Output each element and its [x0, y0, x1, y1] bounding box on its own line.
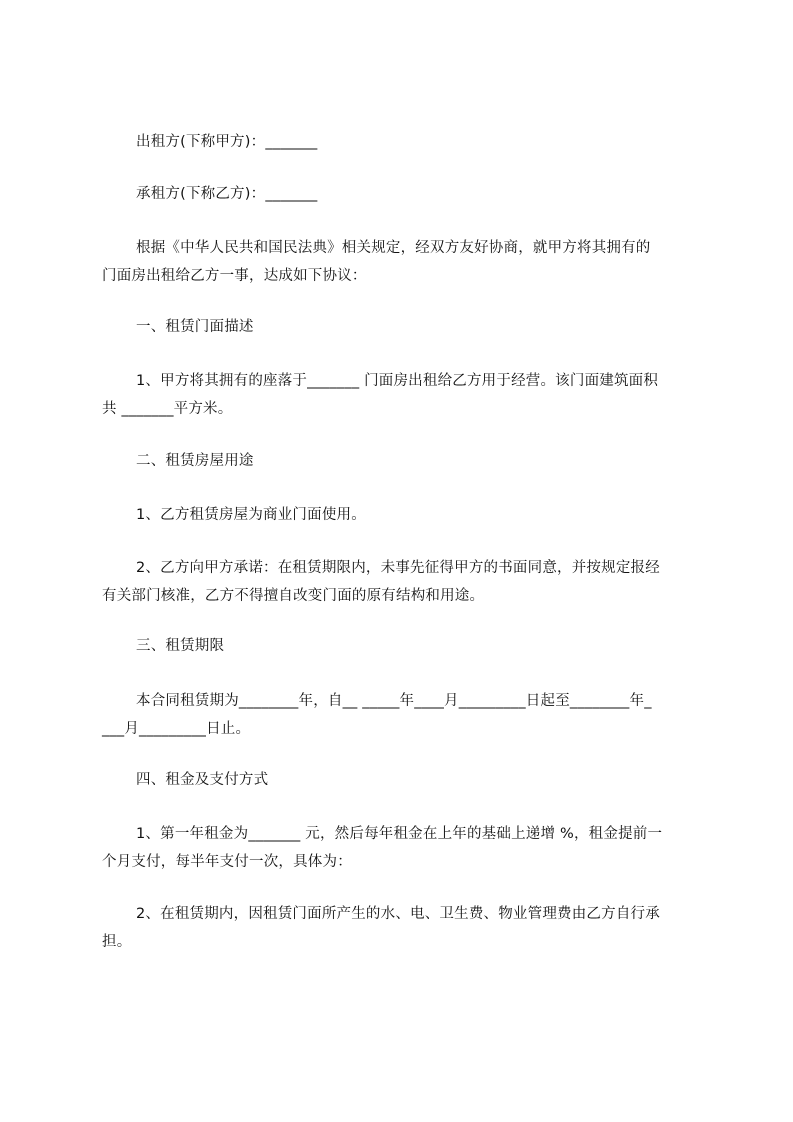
section2-item1	[136, 501, 706, 529]
section4-item2	[102, 900, 706, 956]
lessee-text: 承租方(下称乙方)：_______	[136, 186, 318, 202]
section1-heading-text: 一、租赁门面描述	[136, 319, 254, 335]
intro-line-2: 门面房出租给乙方一事，达成如下协议：	[102, 268, 367, 284]
section3-item1-line-2: ___月_________日止。	[102, 721, 251, 737]
section1-heading	[136, 313, 706, 341]
section4-item1-line-2: 个月支付，每半年支付一次，具体为：	[102, 854, 352, 870]
section3-item1-line-1: 本合同租赁期为________年，自__ _____年____月_________日起至________年_	[136, 693, 652, 709]
lessor-text: 出租方(下称甲方)：_______	[136, 134, 318, 150]
section4-item1	[102, 820, 706, 876]
section2-item2-line-2: 有关部门核准，乙方不得擅自改变门面的原有结构和用途。	[102, 588, 485, 604]
section1-item1-line-1: 1、甲方将其拥有的座落于_______ 门面房出租给乙方用于经营。该门面建筑面积	[136, 373, 659, 389]
section3-heading-text: 三、租赁期限	[136, 638, 225, 654]
section3-item1	[102, 687, 706, 743]
section2-heading-text: 二、租赁房屋用途	[136, 453, 254, 469]
section4-item2-line-1: 2、在租赁期内，因租赁门面所产生的水、电、卫生费、物业管理费由乙方自行承	[136, 906, 660, 922]
lessee-line	[136, 180, 706, 208]
section1-item1	[102, 367, 706, 423]
section2-heading	[136, 447, 706, 475]
section2-item2	[102, 554, 706, 610]
section1-item1-line-2: 共 _______平方米。	[102, 401, 233, 417]
lessor-line	[136, 128, 706, 156]
section2-item1-text: 1、乙方租赁房屋为商业门面使用。	[136, 507, 366, 523]
section4-heading	[136, 766, 706, 794]
section2-item2-line-1: 2、乙方向甲方承诺：在租赁期限内，未事先征得甲方的书面同意，并按规定报经	[136, 560, 660, 576]
section4-item1-line-1: 1、第一年租金为_______ 元，然后每年租金在上年的基础上递增 %，租金提前一	[136, 826, 663, 842]
section3-heading	[136, 632, 706, 660]
intro-line-1: 根据《中华人民共和国民法典》相关规定，经双方友好协商，就甲方将其拥有的	[136, 240, 651, 256]
section4-item2-line-2: 担。	[102, 934, 132, 950]
section4-heading-text: 四、租金及支付方式	[136, 772, 269, 788]
intro-paragraph	[102, 234, 706, 290]
